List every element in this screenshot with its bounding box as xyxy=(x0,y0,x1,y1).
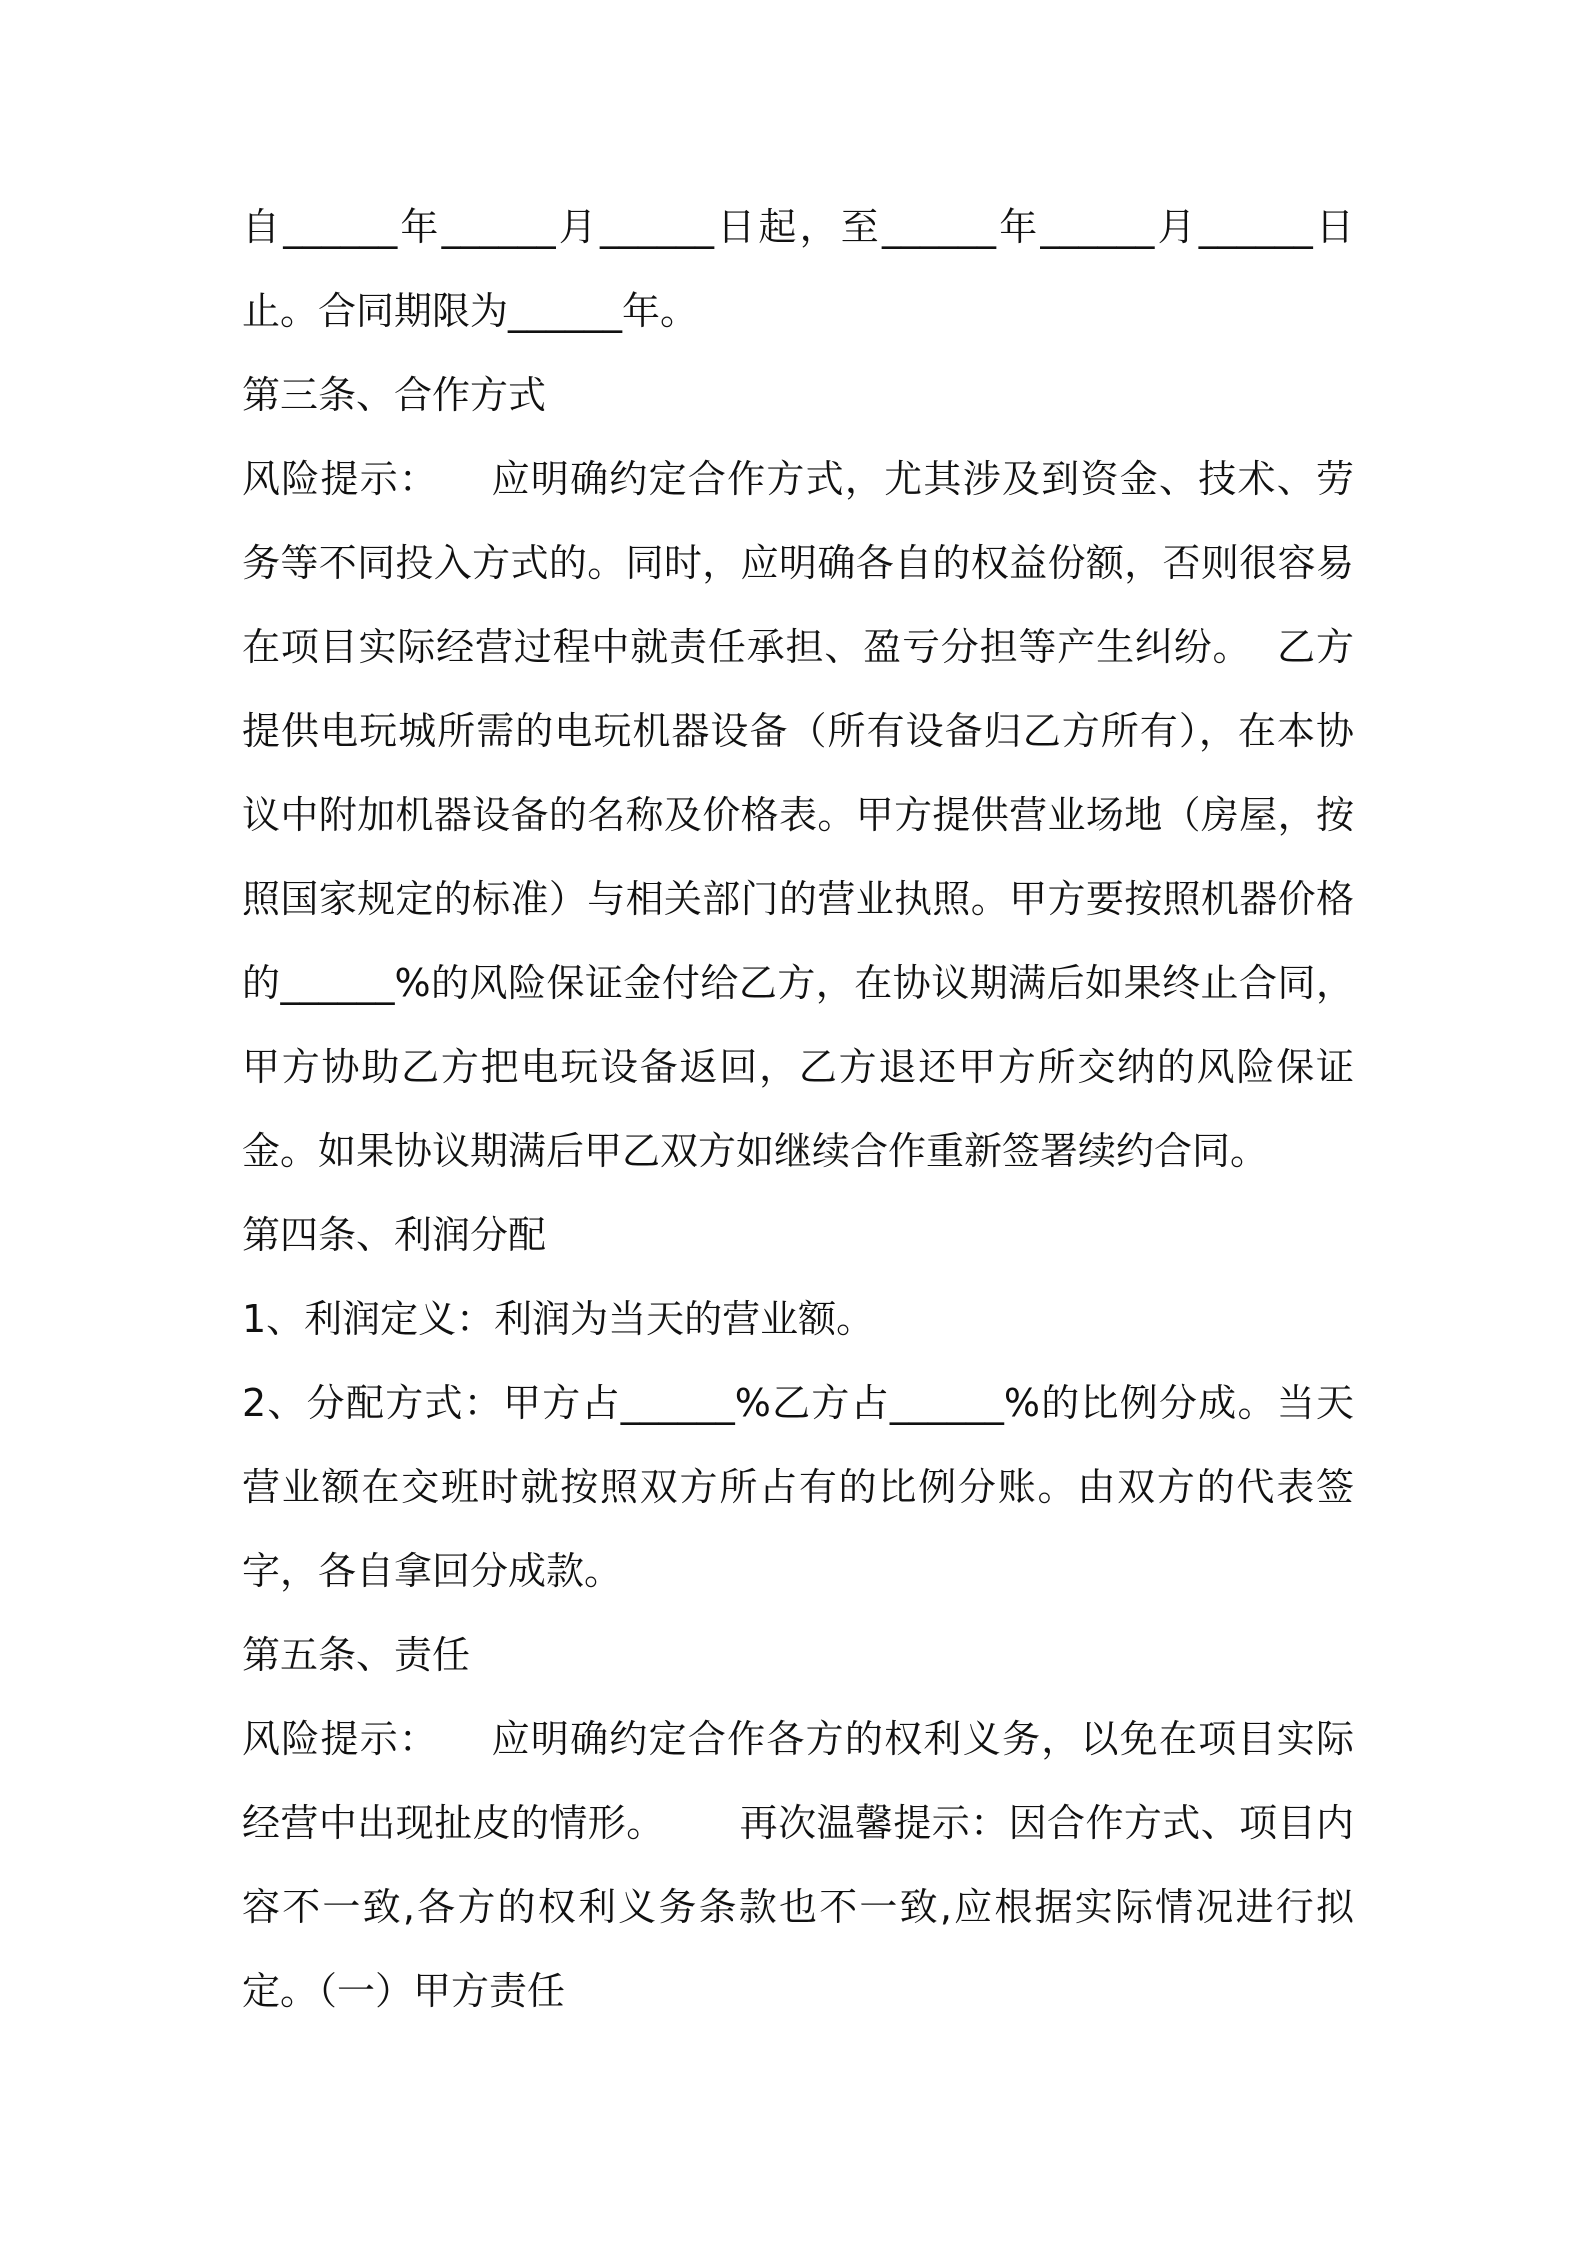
article-3-heading: 第三条、合作方式 xyxy=(242,373,547,417)
article-5-heading: 第五条、责任 xyxy=(242,1633,471,1677)
profit-distribution-paragraph: 2、分配方式：甲方占______%乙方占______%的比例分成。当天营业额在交班时就按照双方所占有的比例分账。由双方的代表签字，各自拿回分成款。 xyxy=(242,1381,1354,1593)
cooperation-method-paragraph: 风险提示： 应明确约定合作方式，尤其涉及到资金、技术、劳务等不同投入方式的。同时，应明确各自的权益份额，否则很容易在项目实际经营过程中就责任承担、盈亏分担等产生纠纷。 乙方提供电玩城所需的电玩机器设备（所有设备归乙方所有），在本协议中附加机器设备的名称及价格表。甲方提供营业场地（房屋，按照国家规定的标准）与相关部门的营业执照。甲方要按照机器价格的______%的风险保证金付给乙方，在协议期满后如果终止合同，甲方协助乙方把电玩设备返回，乙方退还甲方所交纳的风险保证金。如果协议期满后甲乙双方如继续合作重新签署续约合同。 xyxy=(242,457,1354,1173)
document-page xyxy=(242,185,1354,2033)
article-4-heading: 第四条、利润分配 xyxy=(242,1213,547,1257)
contract-term-paragraph: 自______年______月______日起，至______年______月______日止。合同期限为______年。 xyxy=(242,205,1354,333)
profit-definition-paragraph: 1、利润定义：利润为当天的营业额。 xyxy=(242,1297,875,1341)
responsibility-paragraph: 风险提示： 应明确约定合作各方的权利义务，以免在项目实际经营中出现扯皮的情形。 再次温馨提示：因合作方式、项目内容不一致,各方的权利义务条款也不一致,应根据实际情况进行拟定。（一）甲方责任 xyxy=(242,1717,1354,2013)
